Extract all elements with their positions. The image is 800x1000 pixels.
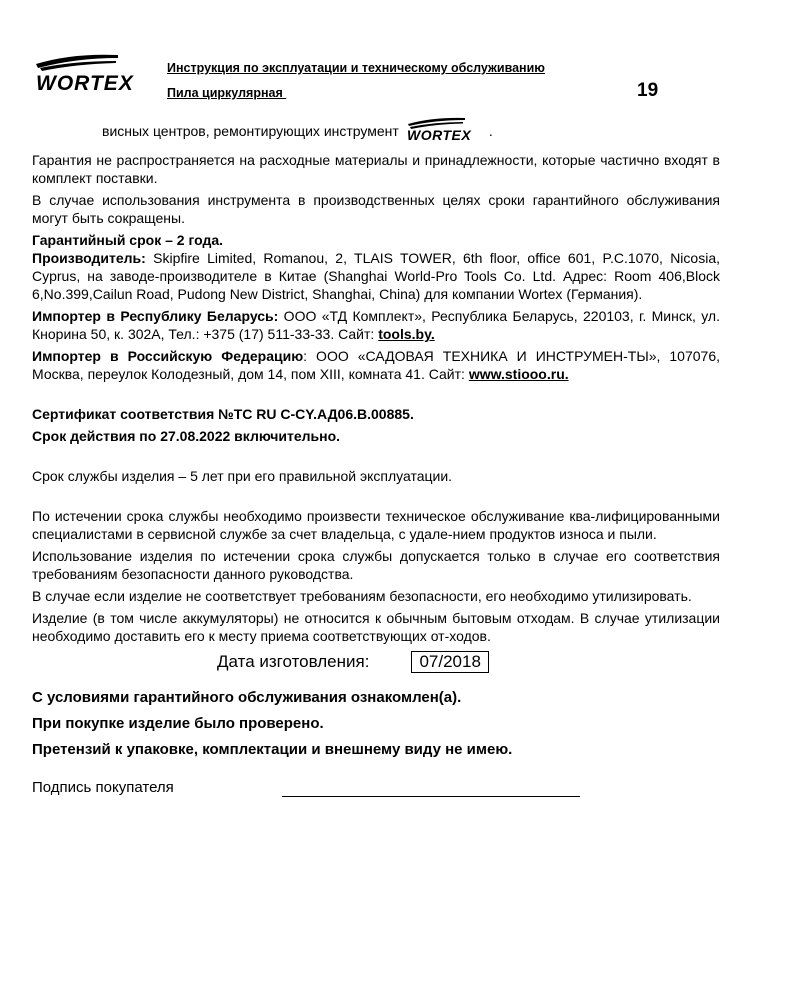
importer-russia-paragraph: [32, 347, 720, 383]
signature-row: [32, 779, 720, 797]
acceptance-checked: При покупке изделие было проверено.: [32, 715, 324, 732]
importer-russia-text: : ООО «САДОВАЯ ТЕХНИКА И ИНСТРУМЕН-ТЫ», 107076, Москва, переулок Колодезный, дом 14, пом XIII, комната 41. Сайт:: [32, 348, 721, 382]
signature-label: Подпись покупателя: [32, 779, 174, 796]
paragraph-waste: Изделие (в том числе аккумуляторы) не относится к обычным бытовым отходам. В случае утилизации необходимо доставить его к месту приема соответствующих от-ходов.: [32, 610, 720, 644]
manufacturer-label: Производитель:: [32, 250, 146, 266]
certificate-validity: Срок действия по 27.08.2022 включительно.: [32, 428, 341, 444]
warranty-period: Гарантийный срок – 2 года.: [32, 232, 224, 248]
continuation-text: висных центров, ремонтирующих инструмент: [102, 123, 399, 139]
paragraph-usage: Использование изделия по истечении срока службы допускается только в случае его соответствия требованиям безопасности данного руководства.: [32, 548, 720, 582]
manufacture-date-label: Дата изготовления:: [217, 652, 370, 671]
inline-logo-text: WORTEX: [406, 127, 472, 142]
paragraph-maintenance: По истечении срока службы необходимо произвести техническое обслуживание ква-лифицированными специалистами в сервисной службе за счет владельца, с удале-нием продуктов износа и пыли.: [32, 508, 720, 542]
logo-text: WORTEX: [36, 72, 134, 95]
manual-title: Инструкция по эксплуатации и техническому обслуживанию: [167, 61, 545, 75]
importer-belarus-site-link[interactable]: tools.by.: [378, 326, 435, 342]
continuation-line: [32, 116, 720, 146]
page-number: 19: [637, 80, 659, 101]
manufacturer-paragraph: [32, 249, 720, 303]
acceptance-block: [32, 689, 720, 759]
wortex-logo: [32, 52, 154, 96]
manufacturer-text: Skipfire Limited, Romanou, 2, TLAIS TOWER, 6th floor, office 601, P.C.1070, Nicosia, Cyprus, на заводе-производителе в Китае (Shanghai World-Pro Tools Co. Ltd. Адрес: Room 406,Block 6,No.399,Cailun Road, Pudong New District, Shanghai, China) для компании Wortex (Германия).: [32, 250, 720, 302]
service-life: Срок службы изделия – 5 лет при его правильной эксплуатации.: [32, 468, 453, 484]
paragraph-dispose: В случае если изделие не соответствует требованиям безопасности, его необходимо утилизировать.: [32, 588, 692, 604]
signature-line[interactable]: [282, 782, 580, 797]
paragraph-consumables: Гарантия не распространяется на расходные материалы и принадлежности, которые частично входят в комплект поставки.: [32, 152, 720, 186]
paragraph-industrial-use: В случае использования инструмента в производственных целях сроки гарантийного обслуживания могут быть сокращены.: [32, 192, 720, 226]
acceptance-no-claims: Претензий к упаковке, комплектации и внешнему виду не имею.: [32, 741, 513, 758]
manufacture-date-value: 07/2018: [411, 651, 488, 673]
importer-belarus-paragraph: [32, 307, 720, 343]
importer-russia-site-link[interactable]: www.stiooo.ru.: [468, 366, 569, 382]
manual-subtitle: Пила циркулярная: [167, 86, 287, 100]
document-body: [32, 116, 720, 797]
manufacture-date-row: [217, 651, 720, 673]
inline-wortex-logo: [405, 116, 489, 146]
acceptance-terms: С условиями гарантийного обслуживания ознакомлен(а).: [32, 689, 462, 706]
importer-belarus-text: ООО «ТД Комплект», Республика Беларусь, 220103, г. Минск, ул. Кнорина 50, к. 302А, Тел.: +375 (17) 511-33-33. Сайт:: [32, 308, 720, 342]
importer-belarus-label: Импортер в Республику Беларусь:: [32, 308, 279, 324]
certificate-number: Сертификат соответствия №ТС RU C-CY.АД06.В.00885.: [32, 406, 414, 422]
continuation-end: .: [488, 123, 493, 139]
importer-russia-label: Импортер в Российскую Федерацию: [32, 348, 304, 364]
